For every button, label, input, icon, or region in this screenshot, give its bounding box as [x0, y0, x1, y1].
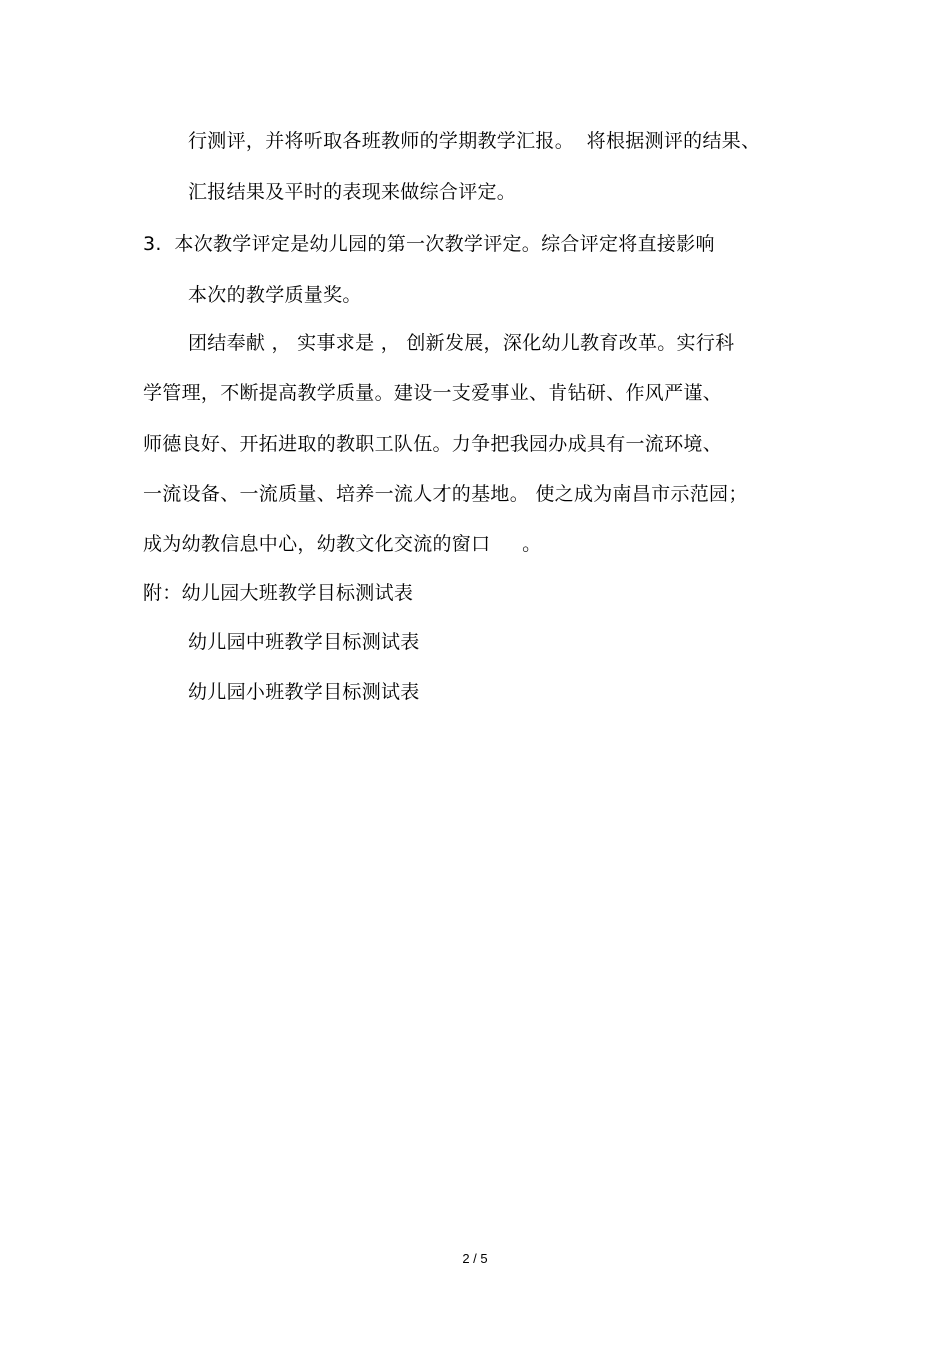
paragraph-line-3: 师德良好、开拓进取的教职工队伍。力争把我园办成具有一流环境、: [143, 433, 723, 455]
paragraph-line-1: 团结奉献 ， 实事求是 ， 创新发展，深化幼儿教育改革。实行科: [188, 332, 735, 354]
text-line-4: 本次的教学质量奖。: [188, 284, 362, 306]
text-line-2: 汇报结果及平时的表现来做综合评定。: [188, 181, 517, 203]
appendix-item-small: 幼儿园小班教学目标测试表: [188, 681, 420, 703]
page-number: 2 / 5: [462, 1251, 488, 1266]
paragraph-line-2: 学管理，不断提高教学质量。建设一支爱事业、肯钻研、作风严谨、: [143, 382, 723, 404]
appendix-label: 附：幼儿园大班教学目标测试表: [143, 582, 414, 604]
appendix-item-middle: 幼儿园中班教学目标测试表: [188, 631, 420, 653]
paragraph-line-5: 成为幼教信息中心，幼教文化交流的窗口 。: [143, 533, 542, 555]
text-line-1: 行测评，并将听取各班教师的学期教学汇报。 将根据测评的结果、: [188, 130, 761, 152]
paragraph-line-4: 一流设备、一流质量、培养一流人才的基地。 使之成为南昌市示范园；: [143, 483, 748, 505]
numbered-item-3: 3. 本次教学评定是幼儿园的第一次教学评定。综合评定将直接影响: [143, 233, 715, 255]
